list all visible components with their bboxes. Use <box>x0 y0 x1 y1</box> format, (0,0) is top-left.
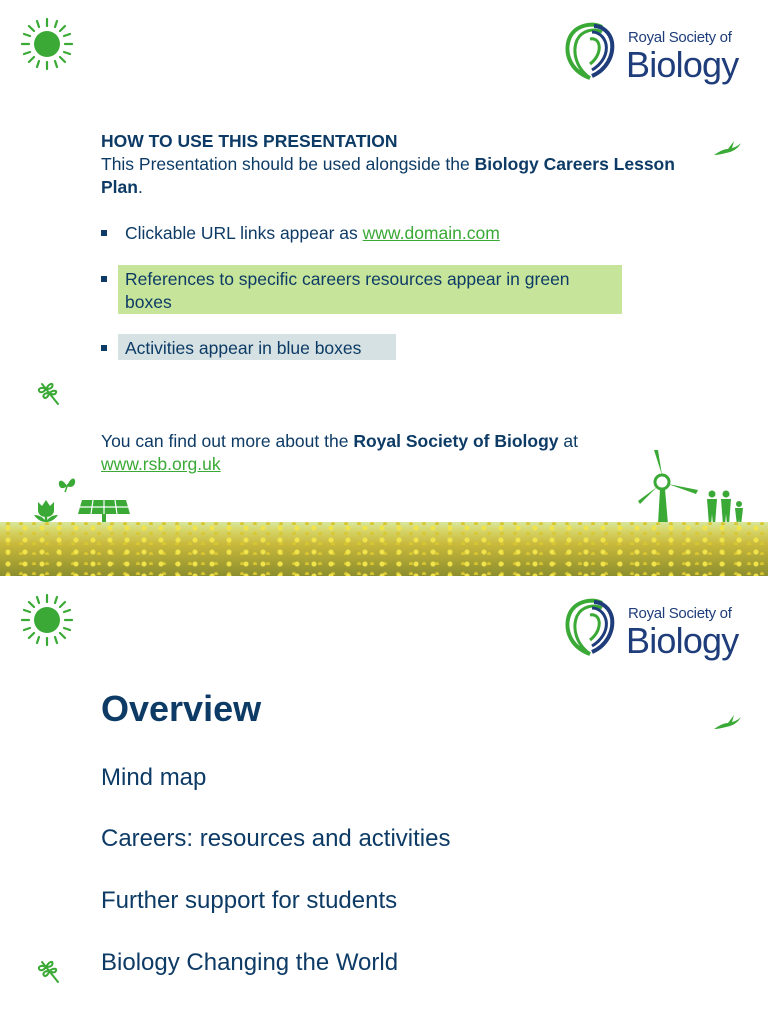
rsb-logo <box>562 20 746 86</box>
rsb-logo <box>562 596 746 662</box>
bullet-blue-text: Activities appear in blue boxes <box>125 338 362 358</box>
dragonfly-icon <box>34 378 64 408</box>
sun-icon <box>20 17 74 71</box>
footer-text <box>101 430 681 453</box>
bullet-marker <box>101 345 107 351</box>
footer-strong: Royal Society of Biology <box>353 431 559 451</box>
bird-icon <box>712 711 742 733</box>
logo-line1: Royal Society of <box>628 605 732 622</box>
rsb-logo-mark <box>562 20 622 82</box>
intro-text <box>101 153 681 199</box>
bullet2-line2: boxes <box>125 292 172 312</box>
footer-suffix: at <box>558 431 578 451</box>
rapeseed-field-image <box>0 522 768 576</box>
bullet-green-text <box>125 268 570 314</box>
bullet1-prefix: Clickable URL links appear as <box>125 223 363 243</box>
overview-item: Further support for students <box>101 887 398 914</box>
wind-turbine-icon <box>638 448 700 528</box>
footer-block <box>101 430 681 476</box>
logo-line1: Royal Society of <box>628 29 732 46</box>
intro-prefix: This Presentation should be used alongside the <box>101 154 475 174</box>
bullet-marker <box>101 276 107 282</box>
intro-suffix: . <box>137 177 143 197</box>
overview-item: Mind map <box>101 764 207 791</box>
overview-item: Biology Changing the World <box>101 949 399 976</box>
footer-prefix: You can find out more about the <box>101 431 354 451</box>
domain-link[interactable]: www.domain.com <box>362 223 500 243</box>
slide-overview <box>0 576 768 1024</box>
bullet2-line1: References to specific careers resources appear in green <box>125 269 570 289</box>
bird-icon <box>712 137 742 159</box>
butterfly-icon <box>56 474 78 496</box>
intro-strong: Biology Careers Lesson Plan <box>101 154 675 197</box>
logo-line2: Biology <box>626 620 739 661</box>
section-heading: HOW TO USE THIS PRESENTATION <box>101 131 398 151</box>
logo-line2: Biology <box>626 44 739 85</box>
bullet-links-text <box>125 222 500 245</box>
overview-item: Careers: resources and activities <box>101 825 451 852</box>
rsb-link[interactable]: www.rsb.org.uk <box>101 454 221 474</box>
family-icon <box>704 490 748 526</box>
dragonfly-icon <box>34 956 64 986</box>
rsb-logo-mark <box>562 596 622 658</box>
intro-block <box>101 130 681 199</box>
sun-icon <box>20 593 74 647</box>
bullet-marker <box>101 230 107 236</box>
page-title: Overview <box>101 688 262 729</box>
